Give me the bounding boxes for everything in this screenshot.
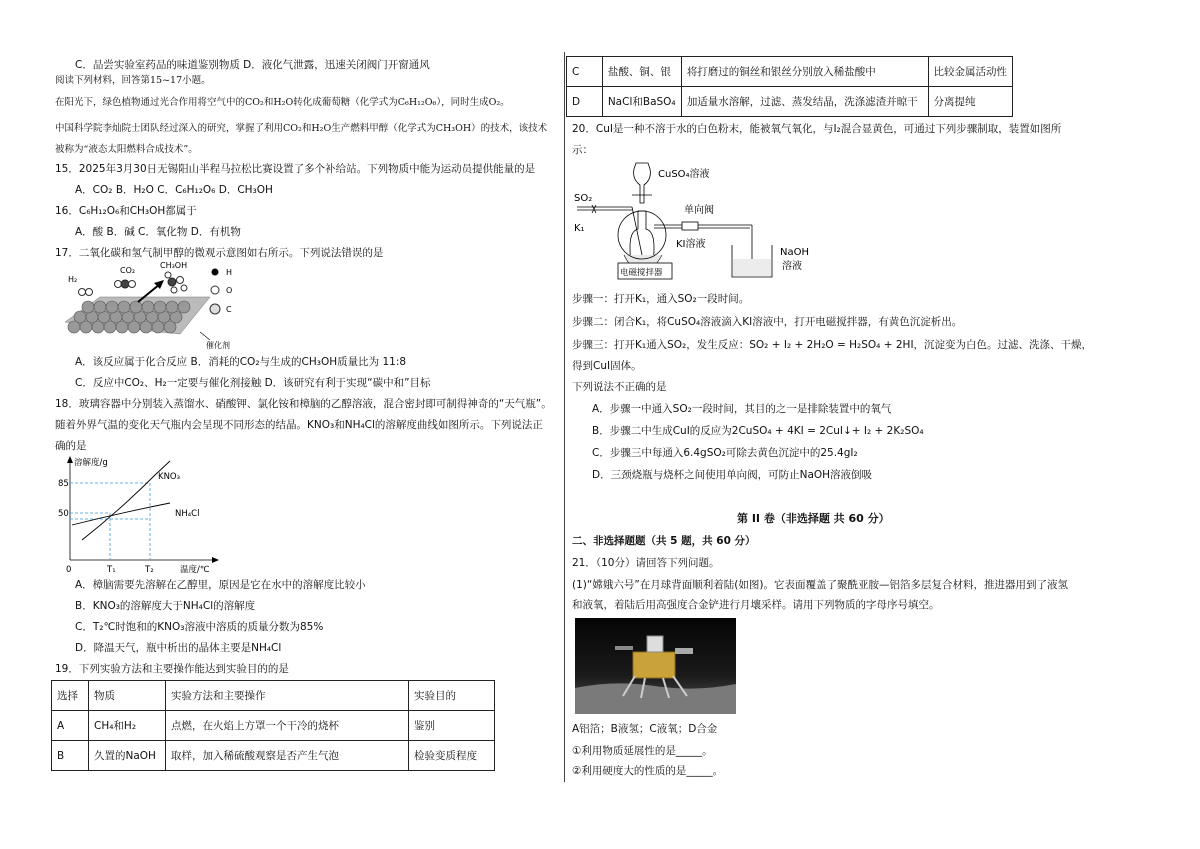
y-axis-label: 溶解度/g <box>74 458 108 468</box>
catalyst-label: 催化剂 <box>206 341 230 350</box>
q18-option-c: C．T₂℃时饱和的KNO₃溶液中溶质的质量分数为85% <box>75 621 324 633</box>
legend-o-label: O <box>226 286 233 295</box>
q16-stem: 16．C₆H₁₂O₆和CH₃OH都属于 <box>55 205 197 217</box>
naoh-solution <box>733 259 771 276</box>
q21-blank-1: ①利用物质延展性的是_____。 <box>572 745 713 757</box>
q20-stem-2: 示： <box>572 144 593 156</box>
methanol-molecule <box>165 272 187 293</box>
q20-prompt: 下列说法不正确的是 <box>572 381 667 393</box>
q21-part1-line1: (1)“嫦娥六号”在月球背面顺利着陆(如图)。它表面覆盖了聚酰亚胺—铝箔多层复合材料，推进器用到了液氢 <box>572 579 1068 591</box>
q20-option-b: B．步骤二中生成CuI的反应为2CuSO₄ + 4KI = 2CuI↓+ I₂ + 2K₂SO₄ <box>592 425 924 437</box>
legend-c-label: C <box>226 305 232 314</box>
q17-options-cd: C．反应中CO₂、H₂一定要与催化剂接触 D．该研究有利于实现“碳中和”目标 <box>75 377 431 389</box>
table-header-cell: 物质 <box>89 681 166 711</box>
table-cell: 取样，加入稀硫酸观察是否产生气泡 <box>166 741 409 771</box>
q18-stem-2: 随着外界气温的变化天气瓶内会呈现不同形态的结晶。KNO₃和NH₄Cl的溶解度曲线如图所示。下列说法正 <box>55 419 543 431</box>
check-valve <box>682 222 698 230</box>
q20-option-c: C．步骤三中每通入6.4gSO₂可除去黄色沉淀中的25.4gI₂ <box>592 447 858 459</box>
table-cell: 久置的NaOH <box>89 741 166 771</box>
y-tick-85: 85 <box>58 479 69 489</box>
table-row <box>567 87 1013 117</box>
table-header-row <box>52 681 495 711</box>
robotic-arm <box>675 648 693 654</box>
k1-valve-icon <box>592 205 596 213</box>
table-cell: CH₄和H₂ <box>89 711 166 741</box>
y-tick-50: 50 <box>58 509 69 519</box>
catalyst-surface <box>65 297 210 334</box>
table-cell: A <box>52 711 89 741</box>
kno3-curve <box>82 461 170 540</box>
check-valve-label: 单向阀 <box>684 205 714 216</box>
table-row <box>52 711 495 741</box>
methanol-label: CH₃OH <box>160 261 188 270</box>
nh4cl-curve <box>72 503 170 525</box>
table-cell: 检验变质程度 <box>409 741 495 771</box>
q19-table-part1 <box>51 680 495 771</box>
q19-stem: 19．下列实验方法和主要操作能达到实验目的的是 <box>55 663 289 675</box>
table-cell: 点燃，在火焰上方罩一个干冷的烧杯 <box>166 711 409 741</box>
q14-options-cd: C．品尝实验室药品的味道鉴别物质 D．液化气泄露，迅速关闭阀门开窗通风 <box>75 59 430 71</box>
table-cell: 盐酸、铜、银 <box>602 57 681 87</box>
lunar-surface <box>575 683 736 714</box>
q18-option-a: A．樟脑需要先溶解在乙醇里，原因是它在水中的溶解度比较小 <box>75 579 366 591</box>
table-header-cell: 实验目的 <box>409 681 495 711</box>
q20-stem-1: 20．CuI是一种不溶于水的白色粉末，能被氧气氧化，与I₂混合显黄色，可通过下列步骤制取，装置如图所 <box>572 123 1062 135</box>
step-3-cont: 得到CuI固体。 <box>572 360 642 372</box>
material-paragraph-2: 中国科学院李灿院士团队经过深入的研究，掌握了利用CO₂和H₂O生产燃料甲醇（化学式为CH₃OH）的技术，该技术被称为“液态太阳燃料合成技术”。 <box>55 123 548 155</box>
q19-table-part2 <box>566 56 1013 117</box>
section-2-title: 第 II 卷（非选择题 共 60 分） <box>737 512 890 525</box>
q18-option-b: B．KNO₃的溶解度大于NH₄Cl的溶解度 <box>75 600 256 612</box>
q20-option-d: D．三颈烧瓶与烧杯之间使用单向阀，可防止NaOH溶液倒吸 <box>592 469 873 481</box>
solubility-curve-chart <box>60 455 230 575</box>
flask-body <box>618 211 666 259</box>
h2-label: H₂ <box>68 275 78 284</box>
q16-options: A．酸 B．碱 C．氧化物 D．有机物 <box>75 226 241 238</box>
table-cell: 分离提纯 <box>928 87 1013 117</box>
step-3: 步骤三：打开K₁通入SO₂，发生反应：SO₂ + I₂ + 2H₂O = H₂SO₄ + 2HI，沉淀变为白色。过滤、洗涤、干燥， <box>572 339 1093 351</box>
y-axis-arrow <box>67 456 73 463</box>
table-row <box>567 57 1013 87</box>
q15-stem: 15．2025年3月30日无锡阳山半程马拉松比赛设置了多个补给站。下列物质中能为运动员提供能量的是 <box>55 163 536 175</box>
q21-stem: 21．（10分）请回答下列问题。 <box>572 557 720 569</box>
q21-part1-line2: 和液氧，着陆后用高强度合金铲进行月壤采样。请用下列物质的字母序号填空。 <box>572 599 940 611</box>
lander-body <box>633 652 675 678</box>
q18-option-d: D．降温天气，瓶中析出的晶体主要是NH₄Cl <box>75 642 282 654</box>
section-2-subtitle: 二、非选择题题（共 5 题，共 60 分） <box>572 535 756 547</box>
table-cell: B <box>52 741 89 771</box>
x-tick-0: 0 <box>66 565 72 575</box>
ki-solution-label: KI溶液 <box>676 239 706 250</box>
q17-stem: 17．二氧化碳和氢气制甲醇的微观示意图如右所示。下列说法错误的是 <box>55 247 384 259</box>
step-2: 步骤二：闭合K₁，将CuSO₄溶液滴入KI溶液中，打开电磁搅拌器，有黄色沉淀析出。 <box>572 316 963 328</box>
magnetic-stirrer-label: 电磁搅拌器 <box>620 268 663 278</box>
legend-h-symbol <box>212 269 219 276</box>
x-tick-t2: T₂ <box>145 565 154 575</box>
naoh-solution-label: 溶液 <box>782 261 802 272</box>
cuso4-label: CuSO₄溶液 <box>658 169 710 180</box>
lander-module <box>647 636 663 652</box>
nh4cl-series-label: NH₄Cl <box>175 509 200 519</box>
material-paragraph-1: 在阳光下，绿色植物通过光合作用将空气中的CO₂和H₂O转化成葡萄糖（化学式为C₆H₁₂O₆），同时生成O₂。 <box>55 97 510 108</box>
x-axis-arrow <box>212 557 219 563</box>
table-cell: 比较金属活动性 <box>928 57 1013 87</box>
apparatus-diagram <box>572 155 809 285</box>
q21-choices: A铝箔；B液氢；C液氧；D合金 <box>572 723 718 735</box>
table-header-cell: 实验方法和主要操作 <box>166 681 409 711</box>
change6-lander-photo <box>575 618 736 714</box>
q18-stem-1: 18．玻璃容器中分别装入蒸馏水、硝酸钾、氯化铵和樟脑的乙醇溶液，混合密封即可制得神奇的“天气瓶”。 <box>55 398 552 410</box>
x-tick-t1: T₁ <box>107 565 116 575</box>
x-axis-label: 温度/℃ <box>180 565 210 575</box>
table-cell: 鉴别 <box>409 711 495 741</box>
table-cell: C <box>567 57 603 87</box>
reaction-micro-diagram <box>60 262 260 352</box>
k1-label: K₁ <box>574 223 585 234</box>
material-intro: 阅读下列材料，回答第15~17小题。 <box>55 75 211 86</box>
step-1: 步骤一：打开K₁，通入SO₂一段时间。 <box>572 293 750 305</box>
q18-stem-3: 确的是 <box>55 440 87 452</box>
so2-label: SO₂ <box>574 193 593 204</box>
table-cell: NaCl和BaSO₄ <box>602 87 681 117</box>
guide-lines <box>70 483 150 560</box>
catalyst-pointer <box>200 332 210 340</box>
legend-o-symbol <box>211 286 219 294</box>
naoh-label: NaOH <box>780 247 809 258</box>
table-header-cell: 选择 <box>52 681 89 711</box>
q20-option-a: A．步骤一中通入SO₂一段时间，其目的之一是排除装置中的氧气 <box>592 403 892 415</box>
q15-options: A．CO₂ B．H₂O C．C₆H₁₂O₆ D．CH₃OH <box>75 184 273 196</box>
co2-label: CO₂ <box>120 266 136 275</box>
table-cell: D <box>567 87 603 117</box>
q21-blank-2: ②利用硬度大的性质的是_____。 <box>572 765 724 777</box>
column-divider <box>564 52 565 782</box>
legend-h-label: H <box>226 268 233 277</box>
kno3-series-label: KNO₃ <box>158 472 181 482</box>
table-row <box>52 741 495 771</box>
legend-c-symbol <box>210 304 220 314</box>
table-cell: 加适量水溶解，过滤、蒸发结晶，洗涤滤渣并晾干 <box>681 87 928 117</box>
table-cell: 将打磨过的铜丝和银丝分别放入稀盐酸中 <box>681 57 928 87</box>
dropping-funnel <box>634 163 651 203</box>
h2-molecule <box>79 289 93 296</box>
co2-molecule <box>115 280 136 288</box>
q17-options-ab: A．该反应属于化合反应 B．消耗的CO₂与生成的CH₃OH质量比为 11:8 <box>75 356 407 368</box>
